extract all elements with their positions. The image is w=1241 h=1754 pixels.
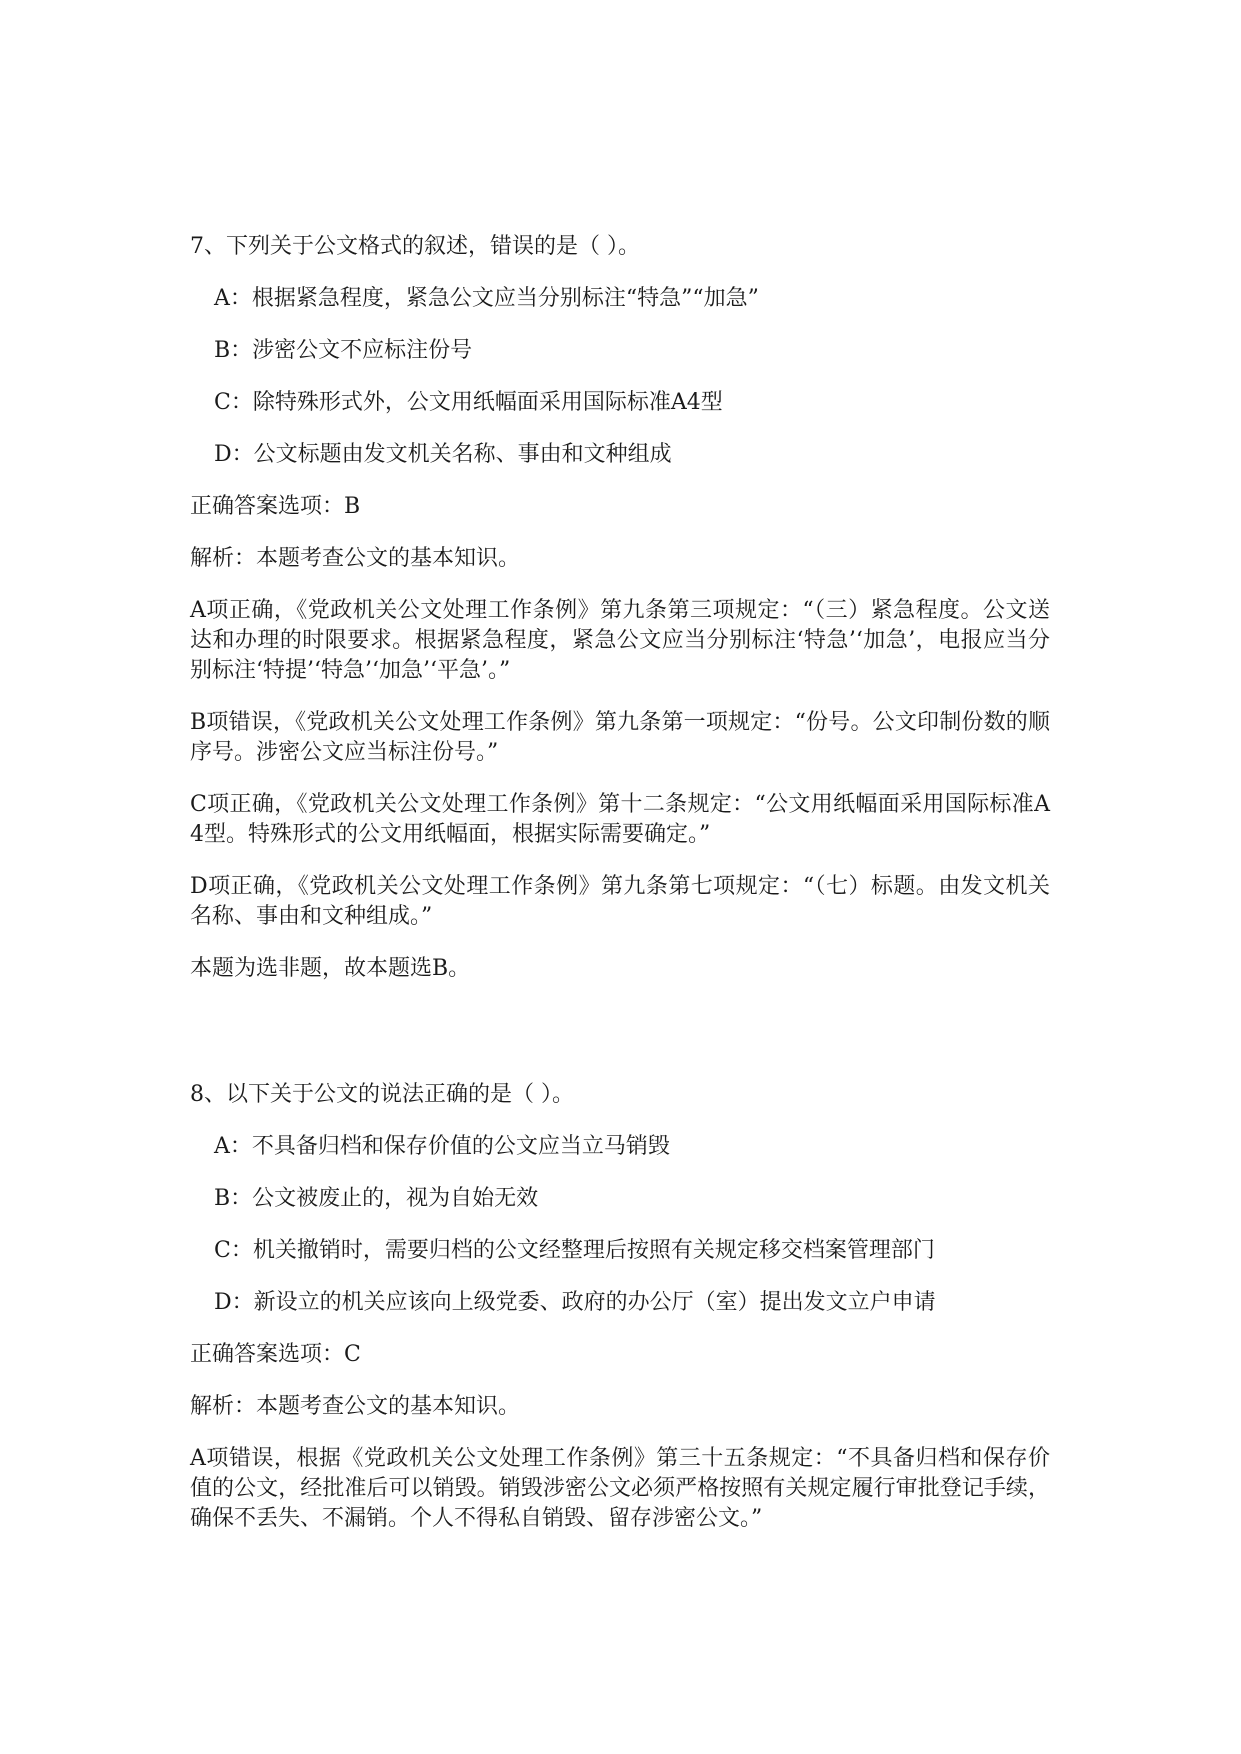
analysis-paragraph: A项正确，《党政机关公文处理工作条例》第九条第三项规定：“（三）紧急程度。公文送达和办理的时限要求。根据紧急程度，紧急公文应当分别标注‘特急’‘加急’，电报应当分别标注‘特提’‘特急’‘加急’‘平急’。” <box>190 598 1050 683</box>
option-c: C：机关撤销时，需要归档的公文经整理后按照有关规定移交档案管理部门 <box>214 1238 935 1263</box>
option-b: B：涉密公文不应标注份号 <box>214 338 473 363</box>
correct-answer: 正确答案选项：B <box>190 494 361 519</box>
analysis-paragraph: C项正确，《党政机关公文处理工作条例》第十二条规定：“公文用纸幅面采用国际标准A4型。特殊形式的公文用纸幅面，根据实际需要确定。” <box>190 792 1050 847</box>
question-8 <box>190 1080 1050 1534</box>
question-7 <box>190 232 1050 984</box>
question-stem: 8、以下关于公文的说法正确的是（ ）。 <box>190 1082 574 1107</box>
option-d: D：新设立的机关应该向上级党委、政府的办公厅（室）提出发文立户申请 <box>214 1290 936 1315</box>
analysis-intro: 解析：本题考查公文的基本知识。 <box>190 546 521 571</box>
option-a: A：不具备归档和保存价值的公文应当立马销毁 <box>214 1134 670 1159</box>
option-b: B：公文被废止的，视为自始无效 <box>214 1186 539 1211</box>
correct-answer: 正确答案选项：C <box>190 1342 361 1367</box>
analysis-paragraph: D项正确，《党政机关公文处理工作条例》第九条第七项规定：“（七）标题。由发文机关名称、事由和文种组成。” <box>190 874 1050 929</box>
option-a: A：根据紧急程度，紧急公文应当分别标注“特急”“加急” <box>214 286 759 311</box>
analysis-conclusion: 本题为选非题，故本题选B。 <box>190 956 471 981</box>
option-d: D：公文标题由发文机关名称、事由和文种组成 <box>214 442 672 467</box>
question-stem: 7、下列关于公文格式的叙述，错误的是（ ）。 <box>190 234 640 259</box>
document-content <box>190 232 1050 1556</box>
analysis-paragraph: A项错误，根据《党政机关公文处理工作条例》第三十五条规定：“不具备归档和保存价值的公文，经批准后可以销毁。销毁涉密公文必须严格按照有关规定履行审批登记手续，确保不丢失、不漏销。个人不得私自销毁、留存涉密公文。” <box>190 1446 1050 1531</box>
option-c: C：除特殊形式外，公文用纸幅面采用国际标准A4型 <box>214 390 723 415</box>
analysis-intro: 解析：本题考查公文的基本知识。 <box>190 1394 521 1419</box>
analysis-paragraph: B项错误，《党政机关公文处理工作条例》第九条第一项规定：“份号。公文印制份数的顺序号。涉密公文应当标注份号。” <box>190 710 1050 765</box>
